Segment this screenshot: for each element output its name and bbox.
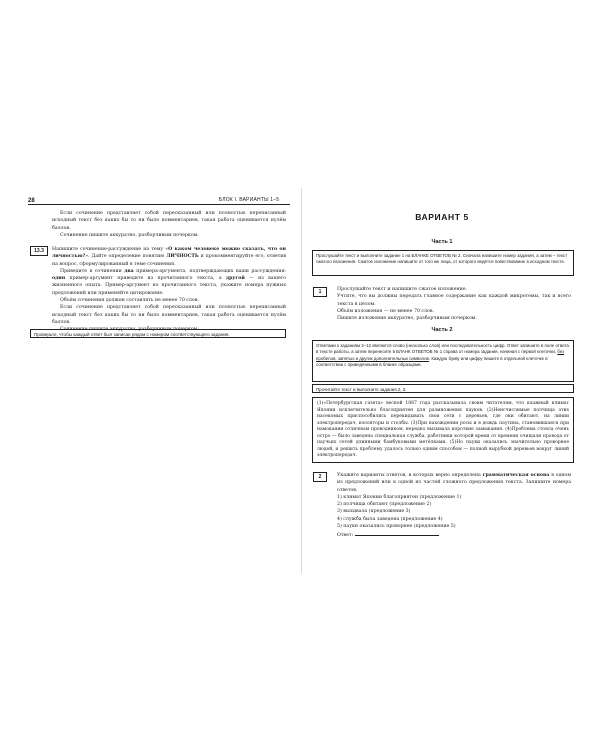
answer-line [355,530,439,536]
answer-option: 2) полчища обитают (предложение 2) [337,502,432,508]
answer-row [337,530,571,539]
task-number-box: 2 [313,472,327,482]
paragraph: Сочинение пишите аккуратно, разборчивым почерком. [60,232,199,238]
paragraph: Напишите сочинение-рассуждение на тему «О каком человеке можно сказать, что он личностью?». Дайте определение понятию ЛИЧНОСТЬ и прокомментируйте его, ответив на вопрос, сформулированный в теме сочинения. [52,247,286,267]
paragraph: Учтите, что вы должны передать главное содержание как каждой микротемы, так и всего текста в целом. [337,294,571,307]
page-number: 28 [28,198,35,204]
essay-rules-top [52,210,286,239]
header-rule [28,204,290,205]
source-text: (1)«Петербургская газета» весной 1887 года рассказывала своим читателям, что влажный климат Японии исключительно благоприятен для размножения пауков. (2)Неисчислимые полчища этих насекомых приспособились перекидывать свои сети с деревьев, где они обитают, на линии электропередач, изоляторы и столбы. (3)При нахождении росы и в дождь паутина, становившаяся при намокании отличным проводником, нередко вызывала короткие замыкания. (4)Проблема стояла очень остро — было заведена специальная служба, работники которой время от времени очищали провода от паучьих сетей длинными бамбуковыми метёлками. (5)Но пауки оказались значительно проворнее людей, и решить проблему удалось только одним способом — полной вырубкой деревьев вокруг линий электропередач. [317,401,569,458]
paragraph: Если сочинение представляет собой пересказанный или полностью переписанный исходный текст без каких бы то ни было комментариев, такая работа оценивается нулём баллов. [52,211,286,231]
part-2-instruction-box: Ответами к заданиям 2–12 являются слово (несколько слов) или последовательность цифр. Ответ запишите в поле ответа в тексте работы, а затем перенесите в БЛАНК ОТВЕТОВ № 1 справа от номера задания, начиная с первой клеточки, без пробелов, запятых и других дополнительных символов. Каждую букву или цифру пишите в отдельной клеточке в соответствии с приведёнными в бланке образцами. [312,340,574,382]
source-text-box [312,397,574,463]
paragraph: Прослушайте текст и напишите сжатое изложение. [337,287,468,292]
part-2-title: Часть 2 [431,327,453,333]
check-note-box: Проверьте, чтобы каждый ответ был записан рядом с номером соответствующего задания. [30,329,286,338]
read-instruction-box: Прочитайте текст и выполните задания 2, 3. [312,384,574,393]
paragraph: Объём изложения — не менее 70 слов. [337,308,434,314]
answer-option: 5) пауки оказались проворнее (предложение 5) [337,524,456,530]
answer-label: Ответ: [337,533,354,539]
answer-option: 3) вызывала (предложение 3) [337,509,411,515]
paragraph: Укажите варианты ответов, в которых верно определена грамматическая основа в одном из предложений или в одной из частей сложного предложения текста. Запишите номера ответов. [337,473,571,493]
part-1-instruction-box: Прослушайте текст и выполните задание 1 на БЛАНКЕ ОТВЕТОВ № 2. Сначала напишите номер задания, а затем – текст сжатого изложения. Сжатое изложение напишите от того же лица, от которого ведётся повествование в исходном тексте. [312,250,574,276]
paragraph: Пишите изложение аккуратно, разборчивым почерком. [337,316,477,322]
task-2-text [337,472,571,540]
task-1-text [337,286,571,322]
answer-option: 4) служба была заведена (предложение 4) [337,516,443,522]
variant-title: ВАРИАНТ 5 [415,212,469,222]
running-head: БЛОК I. ВАРИАНТЫ 1–5 [218,197,280,203]
paragraph: Сочинение пишите аккуратно, разборчивым почерком. [60,327,199,333]
paragraph: Приведите в сочинении два примера-аргумента, подтверждающих ваши рассуждения: один пример-аргумент приведите из прочитанного текста, а другой — из вашего жизненного опыта. Пример-аргумент из прочитанного текста, укажите номера нужных предложений или применяйте цитирование. [52,268,286,296]
answer-option: 1) климат Японии благоприятен (предложение 1) [337,494,462,500]
task-13-3-text [52,246,286,334]
paragraph: Объём сочинения должен составлять не менее 70 слов. [60,298,199,304]
part-1-title: Часть 1 [431,239,453,245]
task-number-box: 13.3 [30,246,48,256]
task-number-box: 1 [313,287,327,297]
paragraph: Если сочинение представляет собой пересказанный или полностью переписанный исходный текст без каких бы то ни было комментариев, такая работа оценивается нулём баллов. [52,305,286,325]
page-fold [301,188,302,573]
